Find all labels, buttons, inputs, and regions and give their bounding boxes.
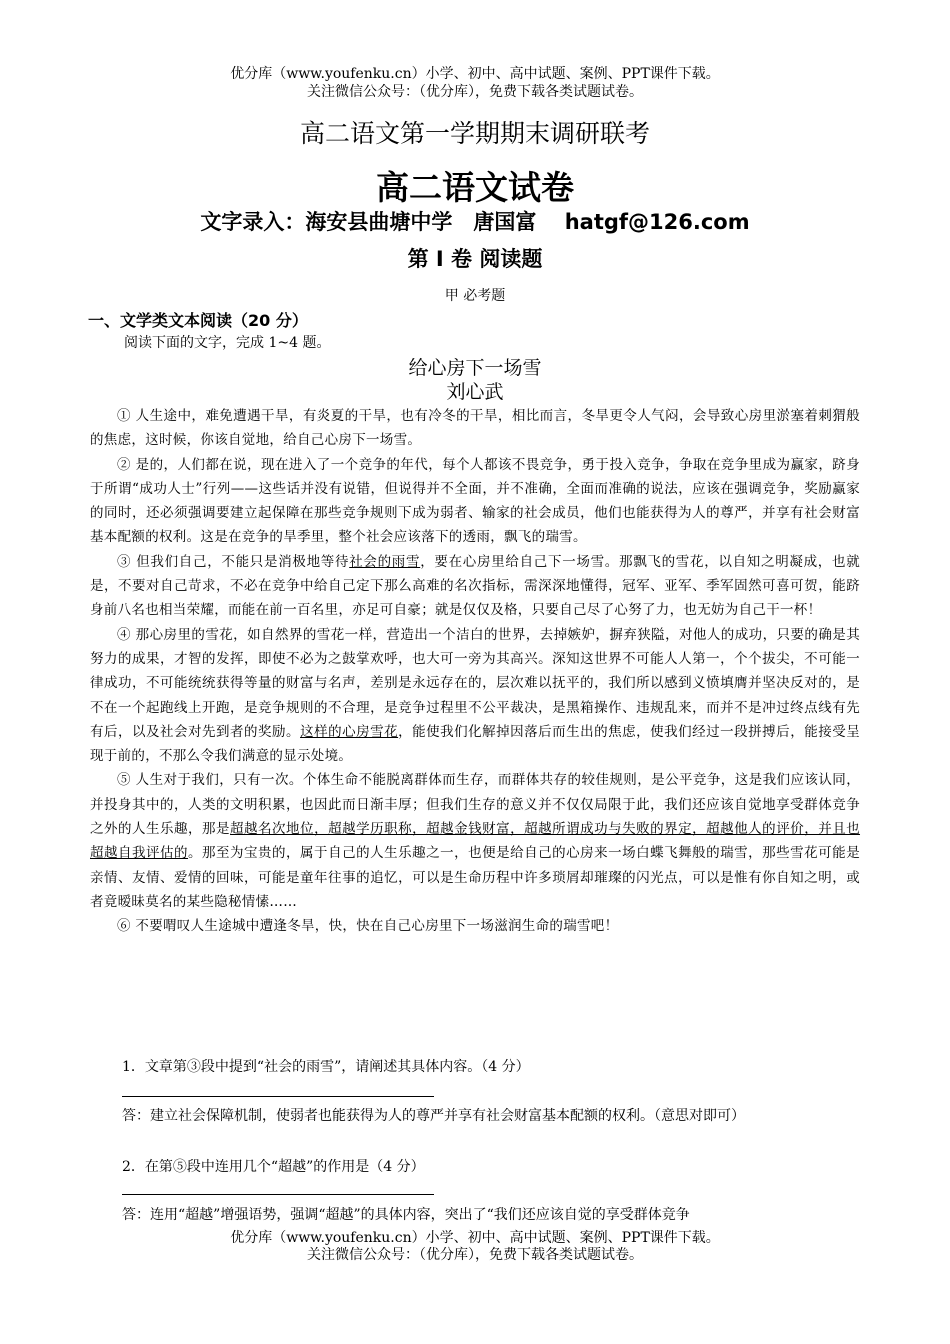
section-instruction: 阅读下面的文字，完成 1~4 题。 (124, 335, 331, 351)
article-title: 给心房下一场雪 (408, 357, 542, 379)
article-header (0, 356, 950, 404)
paragraph-3: ③ 但我们自己，不能只是消极地等待社会的雨雪，要在心房里给自己下一场雪。那飘飞的雪花，以自知之明凝成，也就是，不要对自己苛求，不必在竞争中给自己定下那么高难的名次指标，需深深地懂得，冠军、亚军、季军固然可喜可贺，能跻身前八名也相当荣耀，而能在前一百名里，亦足可自豪；就是仅仅及格，只要自己尽了心努了力，也无妨为自己干一杯！ (90, 553, 861, 619)
article-author: 刘心武 (446, 381, 504, 403)
paper-title: 高二语文试卷 (376, 168, 574, 207)
article-body (90, 404, 860, 939)
answer-line-2 (122, 1194, 434, 1195)
section-heading: 一、文学类文本阅读（20 分） (88, 311, 308, 330)
credit-line: 文字录入：海安县曲塘中学 唐国富 hatgf@126.com (200, 210, 750, 234)
underlined-phrase: 社会的雨雪 (349, 553, 421, 570)
header-line-2: 关注微信公众号：（优分库），免费下载各类试题试卷。 (307, 84, 643, 100)
paragraph-4: ④ 那心房里的雪花，如自然界的雪花一样，营造出一个洁白的世界，去掉嫉妒，摒弃狭隘，对他人的成功，只要的确是其努力的成果，才智的发挥，即使不必为之鼓掌欢呼，也大可一旁为其高兴。深知这世界不可能人人第一，个个拔尖，不可能一律成功，不可能统统获得等量的财富与名声，差别是永远存在的，层次难以抚平的，我们所以感到义愤填膺并坚决反对的，是不在一个起跑线上开跑，是竞争规则的不合理，是竞争过程里不公平裁决，是黑箱操作、违规乱来，而并不是冲过终点线有先有后，以及社会对先到者的奖励。这样的心房雪花，能使我们化解掉因落后而生出的焦虑，使我们经过一段拼搏后，能接受呈现于前的，不那么令我们满意的显示处境。 (90, 626, 861, 765)
paragraph-1: ① 人生途中，难免遭遇干旱，有炎夏的干旱，也有冷冬的干旱，相比而言，冬旱更令人气闷，会导致心房里淤塞着刺猬般的焦虑，这时候，你该自觉地，给自己心房下一场雪。 (90, 408, 860, 449)
paragraph-6: ⑥ 不要喟叹人生途城中遭逢冬旱，快，快在自己心房里下一场滋润生命的瑞雪吧！ (117, 918, 619, 935)
paragraph-2: ② 是的，人们都在说，现在进入了一个竞争的年代，每个人都该不畏竞争，勇于投入竞争，争取在竞争里成为赢家，跻身于所谓“成功人士”行列——这些话并没有说错，但说得并不全面，并不准确，全面而准确的说法，应该在强调竞争，奖励赢家的同时，还必须强调要建立起保障在那些竞争规则下成为弱者、输家的社会成员，他们也能获得为人的尊严，并享有社会财富基本配额的权利。这是在竞争的旱季里，整个社会应该落下的透雨，飘飞的瑞雪。 (90, 456, 860, 546)
paragraph-5: ⑤ 人生对于我们，只有一次。个体生命不能脱离群体而生存，而群体共存的较佳规则，是公平竞争，这是我们应该认同，并投身其中的，人类的文明积累，也因此而日渐丰厚；但我们生存的意义并不仅仅局限于此，我们还应该自觉地享受群体竞争之外的人生乐趣，那是超越名次地位，超越学历职称，超越金钱财富，超越所谓成功与失败的界定，超越他人的评价，并且也超越自我评估的。那至为宝贵的，属于自己的人生乐趣之一，也便是给自己的心房来一场白蝶飞舞般的瑞雪，那些雪花可能是亲情、友情、爱情的回味，可能是童年往事的追忆，可以是生命历程中许多琐屑却璀璨的闪光点，可以是惟有你自知之明，或者竟暧昧莫名的某些隐秘情愫…… (90, 772, 861, 910)
answer-2: 答：连用“超越”增强语势，强调“超越”的具体内容，突出了“我们还应该自觉的享受群体竞争 (122, 1207, 690, 1223)
footer-line-2: 关注微信公众号：（优分库），免费下载各类试题试卷。 (307, 1247, 643, 1263)
answer-line-1 (122, 1096, 434, 1097)
header-line-1: 优分库（www.youfenku.cn）小学、初中、高中试题、案例、PPT课件下载。 (230, 66, 720, 82)
question-2: 2．在第⑤段中连用几个“超越”的作用是（4 分） (122, 1159, 425, 1175)
subtitle: 甲 必考题 (444, 288, 506, 304)
exam-title: 高二语文第一学期期末调研联考 (299, 119, 650, 148)
question-1: 1．文章第③段中提到“社会的雨雪”，请阐述其具体内容。（4 分） (122, 1059, 530, 1075)
answer-1: 答：建立社会保障机制，使弱者也能获得为人的尊严并享有社会财富基本配额的权利。（意思对即可） (122, 1108, 745, 1124)
footer-line-1: 优分库（www.youfenku.cn）小学、初中、高中试题、案例、PPT课件下载。 (230, 1230, 720, 1246)
volume-title: 第 I 卷 阅读题 (407, 247, 543, 271)
underlined-phrase: 超越名次地位，超越学历职称，超越金钱财富，超越所谓成功与失败的界定，超越他人的评价，并且也超越自我评估的 (90, 821, 861, 862)
underlined-phrase: 这样的心房雪花 (300, 723, 399, 740)
